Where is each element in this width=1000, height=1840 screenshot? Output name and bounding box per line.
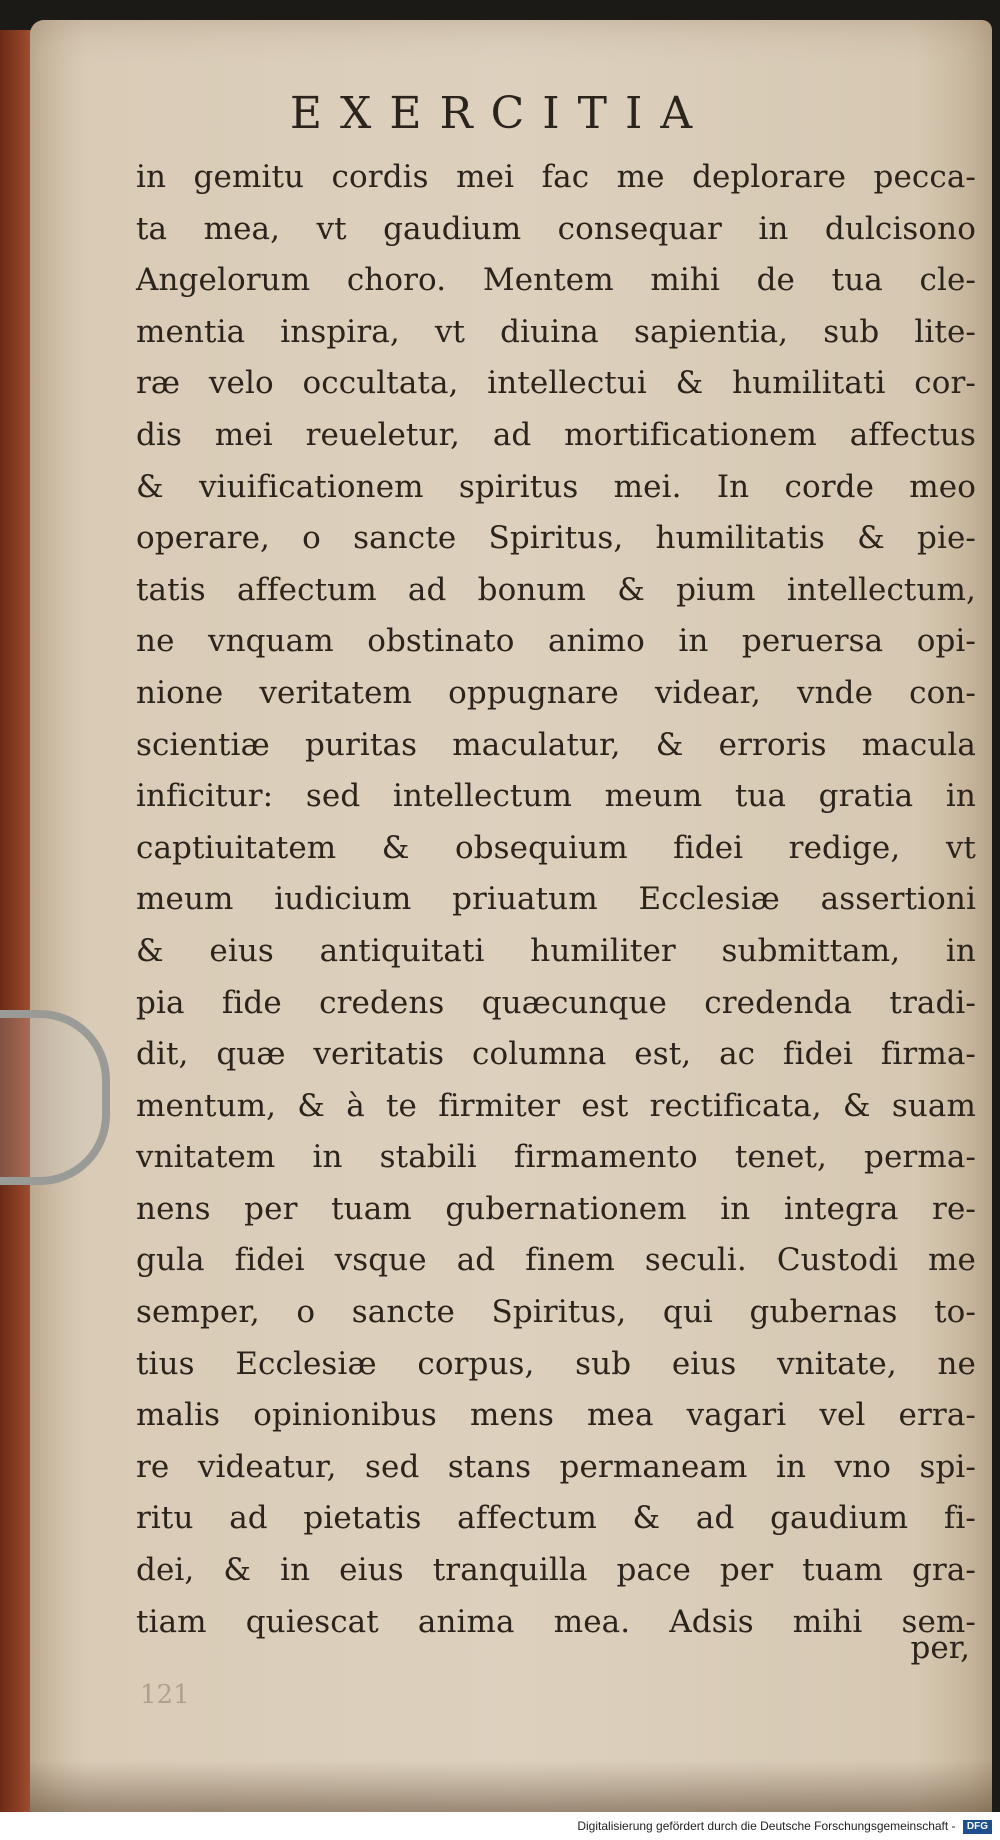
text-line: nens per tuam gubernationem in integra re- bbox=[136, 1190, 976, 1227]
text-line: ta mea, vt gaudium consequar in dulcisono bbox=[136, 210, 976, 247]
text-line: vnitatem in stabili firmamento tenet, perma- bbox=[136, 1139, 976, 1176]
dfg-logo: DFG bbox=[963, 1820, 992, 1834]
text-line: re videatur, sed stans permaneam in vno spi- bbox=[136, 1448, 976, 1485]
text-line: & viuificationem spiritus mei. In corde meo bbox=[136, 468, 976, 505]
text-line: inficitur: sed intellectum meum tua gratia in bbox=[136, 778, 976, 815]
text-line: mentum, & à te firmiter est rectificata, & suam bbox=[136, 1087, 976, 1124]
text-line: ritu ad pietatis affectum & ad gaudium fi- bbox=[136, 1500, 976, 1537]
text-line: pia fide credens quæcunque credenda tradi- bbox=[136, 984, 976, 1021]
text-line: mentia inspira, vt diuina sapientia, sub lite- bbox=[136, 313, 976, 350]
page-shadow bbox=[30, 1760, 992, 1812]
text-line: operare, o sancte Spiritus, humilitatis & pie- bbox=[136, 520, 976, 557]
text-line: dis mei reueletur, ad mortificationem affectus bbox=[136, 416, 976, 453]
catchword: per, bbox=[910, 1630, 970, 1666]
folio-mark: 121 bbox=[140, 1680, 190, 1710]
body-text bbox=[136, 152, 976, 1648]
text-line: ræ velo occultata, intellectui & humilitati cor- bbox=[136, 365, 976, 402]
book-clasp bbox=[0, 1010, 110, 1185]
text-line: tius Ecclesiæ corpus, sub eius vnitate, ne bbox=[136, 1345, 976, 1382]
text-line: meum iudicium priuatum Ecclesiæ assertioni bbox=[136, 881, 976, 918]
text-line: nione veritatem oppugnare videar, vnde con- bbox=[136, 674, 976, 711]
text-line: captiuitatem & obsequium fidei redige, vt bbox=[136, 829, 976, 866]
text-line: in gemitu cordis mei fac me deplorare pecca- bbox=[136, 159, 976, 195]
text-line: dei, & in eius tranquilla pace per tuam gra- bbox=[136, 1552, 976, 1589]
text-line: malis opinionibus mens mea vagari vel erra- bbox=[136, 1397, 976, 1434]
text-line: semper, o sancte Spiritus, qui gubernas to- bbox=[136, 1294, 976, 1331]
text-line: tatis affectum ad bonum & pium intellectum, bbox=[136, 571, 976, 608]
text-line: gula fidei vsque ad finem seculi. Custodi me bbox=[136, 1242, 976, 1279]
text-line: Angelorum choro. Mentem mihi de tua cle- bbox=[136, 262, 976, 299]
text-line: ne vnquam obstinato animo in peruersa opi- bbox=[136, 623, 976, 660]
credit-text: Digitalisierung gefördert durch die Deutsche Forschungsgemeinschaft - bbox=[577, 1819, 956, 1834]
text-line: tiam quiescat anima mea. Adsis mihi sem- bbox=[136, 1603, 976, 1640]
text-line: dit, quæ veritatis columna est, ac fidei firma- bbox=[136, 1036, 976, 1073]
text-line: & eius antiquitati humiliter submittam, in bbox=[136, 932, 976, 969]
text-line: scientiæ puritas maculatur, & erroris macula bbox=[136, 726, 976, 763]
digitization-credit bbox=[0, 1819, 992, 1834]
running-head: EXERCITIA bbox=[289, 88, 711, 139]
